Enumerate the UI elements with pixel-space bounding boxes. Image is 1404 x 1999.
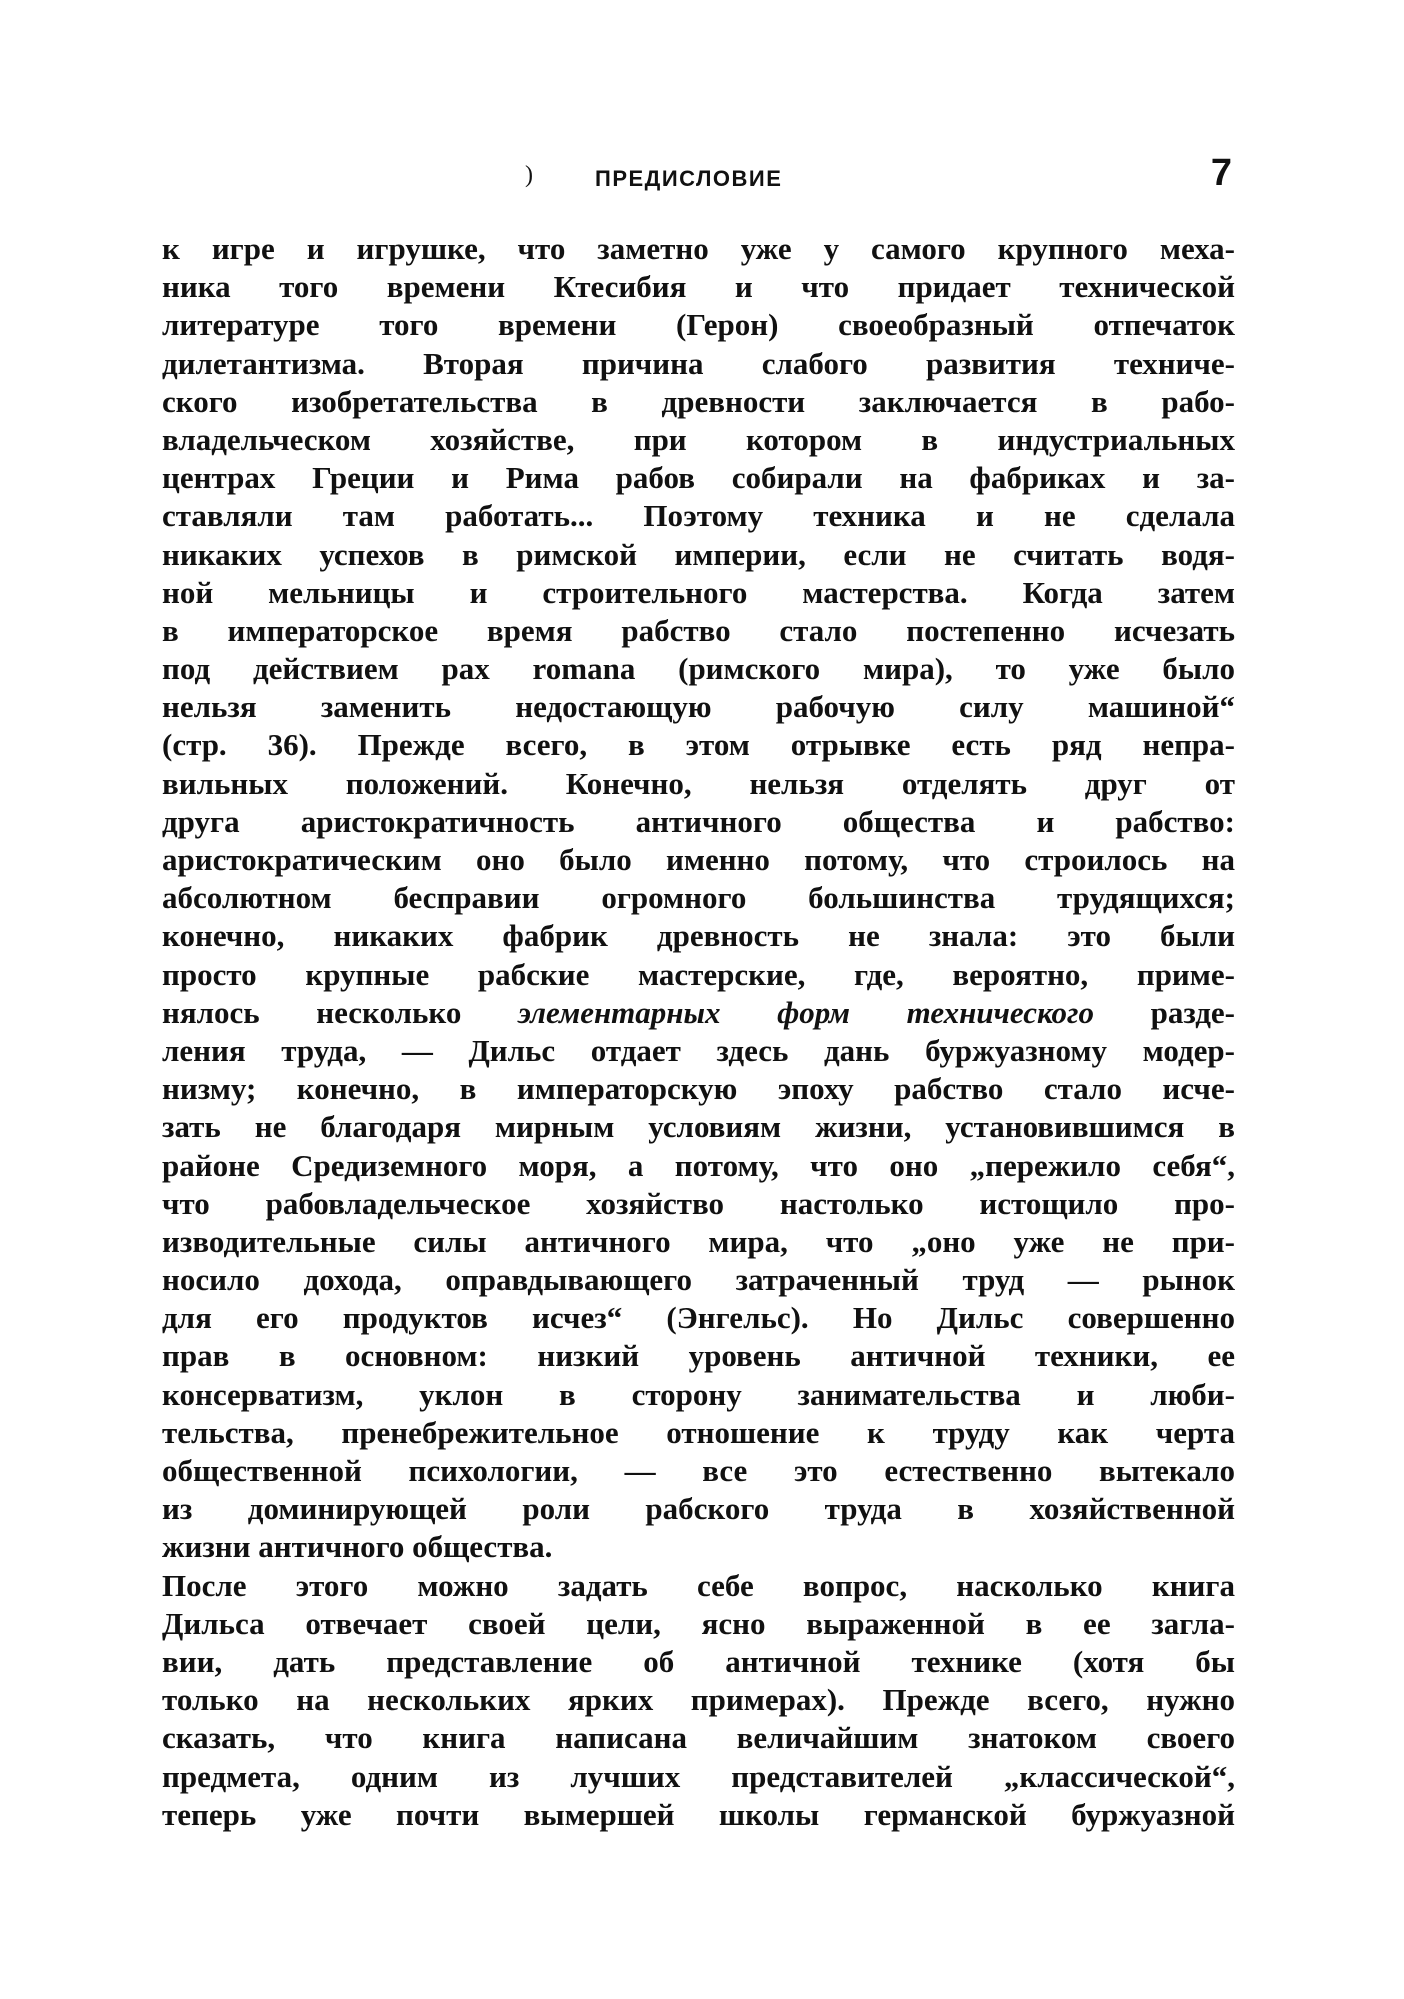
text-line: предмета, одним из лучших представителей „классической“, (162, 1758, 1235, 1794)
text-line: ления труда, — Дильс отдает здесь дань буржуазному модер- (162, 1032, 1235, 1068)
text-line: консерватизм, уклон в сторону занимательства и люби- (162, 1376, 1235, 1412)
header-mark: ) (525, 162, 533, 188)
text-line: ника того времени Ктесибия и что придает технической (162, 269, 1235, 305)
text-line: ставляли там работать... Поэтому техника и не сделала (162, 498, 1235, 534)
text-line: только на нескольких ярких примерах). Прежде всего, нужно (162, 1682, 1235, 1718)
page-header (165, 152, 1232, 202)
text-line: сказать, что книга написана величайшим знатоком своего (162, 1720, 1235, 1756)
text-line: литературе того времени (Герон) своеобразный отпечаток (162, 307, 1235, 343)
text-line: абсолютном бесправии огромного большинства трудящихся; (162, 880, 1235, 916)
text-line: После этого можно задать себе вопрос, насколько книга (162, 1567, 1235, 1603)
text-line: что рабовладельческое хозяйство настолько истощило про- (162, 1185, 1235, 1221)
italic-emphasis: элементарных форм технического (517, 994, 1094, 1030)
text-segment: разде- (1093, 994, 1235, 1030)
text-line: владельческом хозяйстве, при котором в индустриальных (162, 421, 1235, 457)
text-line: ной мельницы и строительного мастерства. Когда затем (162, 574, 1235, 610)
text-line: конечно, никаких фабрик древность не знала: это были (162, 918, 1235, 954)
text-line: под действием pax romana (римского мира), то уже было (162, 651, 1235, 687)
text-line: в императорское время рабство стало постепенно исчезать (162, 612, 1235, 648)
text-line: вии, дать представление об античной технике (хотя бы (162, 1643, 1235, 1679)
running-title: ПРЕДИСЛОВИЕ (595, 166, 783, 191)
text-line: друга аристократичность античного общества и рабство: (162, 803, 1235, 839)
text-line: зать не благодаря мирным условиям жизни, установившимся в (162, 1109, 1235, 1145)
text-line: теперь уже почти вымершей школы германской буржуазной (162, 1796, 1235, 1832)
text-segment: нялось несколько (162, 994, 518, 1030)
text-line (162, 994, 1235, 1032)
text-line: нельзя заменить недостающую рабочую силу машиной“ (162, 689, 1235, 725)
text-line: изводительные силы античного мира, что „оно уже не при- (162, 1223, 1235, 1259)
text-line: к игре и игрушке, что заметно уже у самого крупного меха- (162, 231, 1235, 266)
page-number: 7 (1210, 152, 1232, 194)
text-line: дилетантизма. Вторая причина слабого развития техниче- (162, 345, 1235, 381)
text-line: тельства, пренебрежительное отношение к труду как черта (162, 1414, 1235, 1450)
text-line: ского изобретательства в древности заключается в рабо- (162, 383, 1235, 419)
text-line: аристократическим оно было именно потому, что строилось на (162, 842, 1235, 877)
text-line: из доминирующей роли рабского труда в хозяйственной (162, 1491, 1235, 1527)
text-line: носило дохода, оправдывающего затраченный труд — рынок (162, 1262, 1235, 1298)
text-line: просто крупные рабские мастерские, где, вероятно, приме- (162, 956, 1235, 992)
text-line: низму; конечно, в императорскую эпоху рабство стало исче- (162, 1071, 1235, 1107)
text-line: районе Средиземного моря, а потому, что оно „пережило себя“, (162, 1147, 1235, 1183)
text-line: Дильса отвечает своей цели, ясно выраженной в ее загла- (162, 1605, 1235, 1641)
text-line: центрах Греции и Рима рабов собирали на фабриках и за- (162, 460, 1235, 496)
text-line: (стр. 36). Прежде всего, в этом отрывке есть ряд непра- (162, 727, 1235, 763)
body-text (162, 230, 1235, 1834)
text-line: общественной психологии, — все это естественно вытекало (162, 1453, 1235, 1488)
text-line: вильных положений. Конечно, нельзя отделять друг от (162, 765, 1235, 801)
text-line: прав в основном: низкий уровень античной техники, ее (162, 1338, 1235, 1374)
text-line: для его продуктов исчез“ (Энгельс). Но Дильс совершенно (162, 1300, 1235, 1336)
text-line: никаких успехов в римской империи, если не считать водя- (162, 536, 1235, 572)
text-line: жизни античного общества. (162, 1529, 553, 1565)
